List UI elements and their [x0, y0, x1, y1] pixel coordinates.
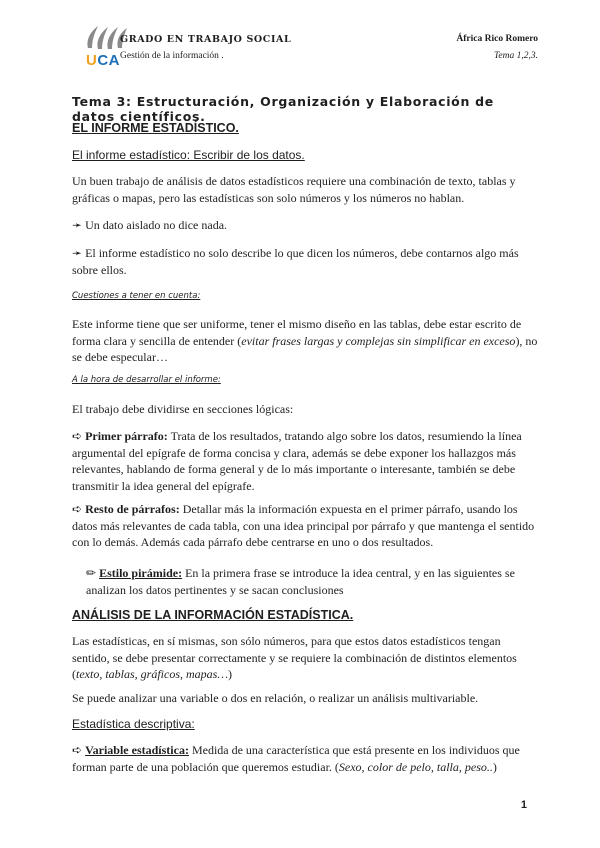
- paragraph-estadisticas: Las estadísticas, en sí mismas, son sólo números, para que estos datos estadísticos tengan sentido, se debe presentar correctamente y se requiere la combinación de distintos elementos (texto, tablas, gráficos, mapas…): [72, 634, 517, 681]
- item-estilo-piramide: ✏ Estilo pirámide: En la primera frase se introduce la idea central, y en las siguientes se analizan los datos pertinentes y se sacan conclusiones: [86, 566, 515, 597]
- logo-wordmark: UCA: [86, 52, 121, 69]
- item-variable-estadistica: ➪ Variable estadística: Medida de una característica que está presente en los individuos que forman parte de una población que queremos estudiar. (Sexo, color de pelo, talla, peso..): [72, 743, 520, 774]
- degree-name: GRADO EN TRABAJO SOCIAL: [120, 34, 292, 45]
- subsection-title-descriptiva: Estadística descriptiva:: [72, 717, 195, 731]
- item-resto-parrafos: ➪ Resto de párrafos: Detallar más la información expuesta en el primer párrafo, usando los datos más relevantes de cada tabla, con una idea principal por párrafo y que mantenga el sentido con lo demás. Además cada párrafo debe centrarse en uno o dos resultados.: [72, 502, 535, 549]
- subsection-title-escribir: El informe estadístico: Escribir de los datos.: [72, 148, 305, 162]
- theme-label: Tema 1,2,3.: [494, 51, 538, 61]
- uca-logo: [78, 22, 130, 68]
- section-title-informe: EL INFORME ESTADÍSTICO.: [72, 121, 239, 135]
- pointing-arrow-icon: ➪: [72, 743, 83, 757]
- pointing-arrow-icon: ➪: [72, 429, 83, 443]
- bullet-informe-describe: ➛ El informe estadístico no solo describe lo que dicen los números, debe contarnos algo más sobre ellos.: [72, 246, 519, 277]
- pencil-icon: ✏: [86, 566, 97, 580]
- paragraph-intro: Un buen trabajo de análisis de datos estadísticos requiere una combinación de texto, tablas y gráficas o mapas, pero las estadísticas son solo números y los números no hablan.: [72, 174, 516, 205]
- arrow-icon: ➛: [72, 218, 83, 232]
- bullet-dato-aislado: ➛ Un dato aislado no dice nada.: [72, 218, 228, 232]
- arrow-icon: ➛: [72, 246, 83, 260]
- item-primer-parrafo: ➪ Primer párrafo: Trata de los resultados, tratando algo sobre los datos, resumiendo la línea argumental del epígrafe de forma concisa y clara, además se debe exponer los hallazgos más relevantes, hablando de forma general y de lo más importante o interesante, también se debe transmitir la idea general del epígrafe.: [72, 429, 522, 493]
- pointing-arrow-icon: ➪: [72, 502, 83, 516]
- subject-name: Gestión de la información .: [120, 51, 224, 61]
- page-number: 1: [520, 799, 527, 811]
- main-title: Tema 3: Estructuración, Organización y Elaboración de datos científicos.: [72, 94, 494, 124]
- subheading-cuestiones: Cuestiones a tener en cuenta:: [72, 291, 201, 301]
- subheading-desarrollar: A la hora de desarrollar el informe:: [72, 375, 221, 385]
- paragraph-multivariable: Se puede analizar una variable o dos en relación, o realizar un análisis multivariable.: [72, 691, 479, 705]
- paragraph-secciones: El trabajo debe dividirse en secciones lógicas:: [72, 402, 294, 416]
- author-name: África Rico Romero: [456, 34, 538, 44]
- section-title-analisis: ANÁLISIS DE LA INFORMACIÓN ESTADÍSTICA.: [72, 608, 354, 622]
- paragraph-cuestiones: Este informe tiene que ser uniforme, tener el mismo diseño en las tablas, debe estar escrito de forma clara y sencilla de entender (evitar frases largas y complejas sin simplificar en exceso), no se debe especular…: [72, 317, 538, 364]
- page-header: [72, 22, 538, 72]
